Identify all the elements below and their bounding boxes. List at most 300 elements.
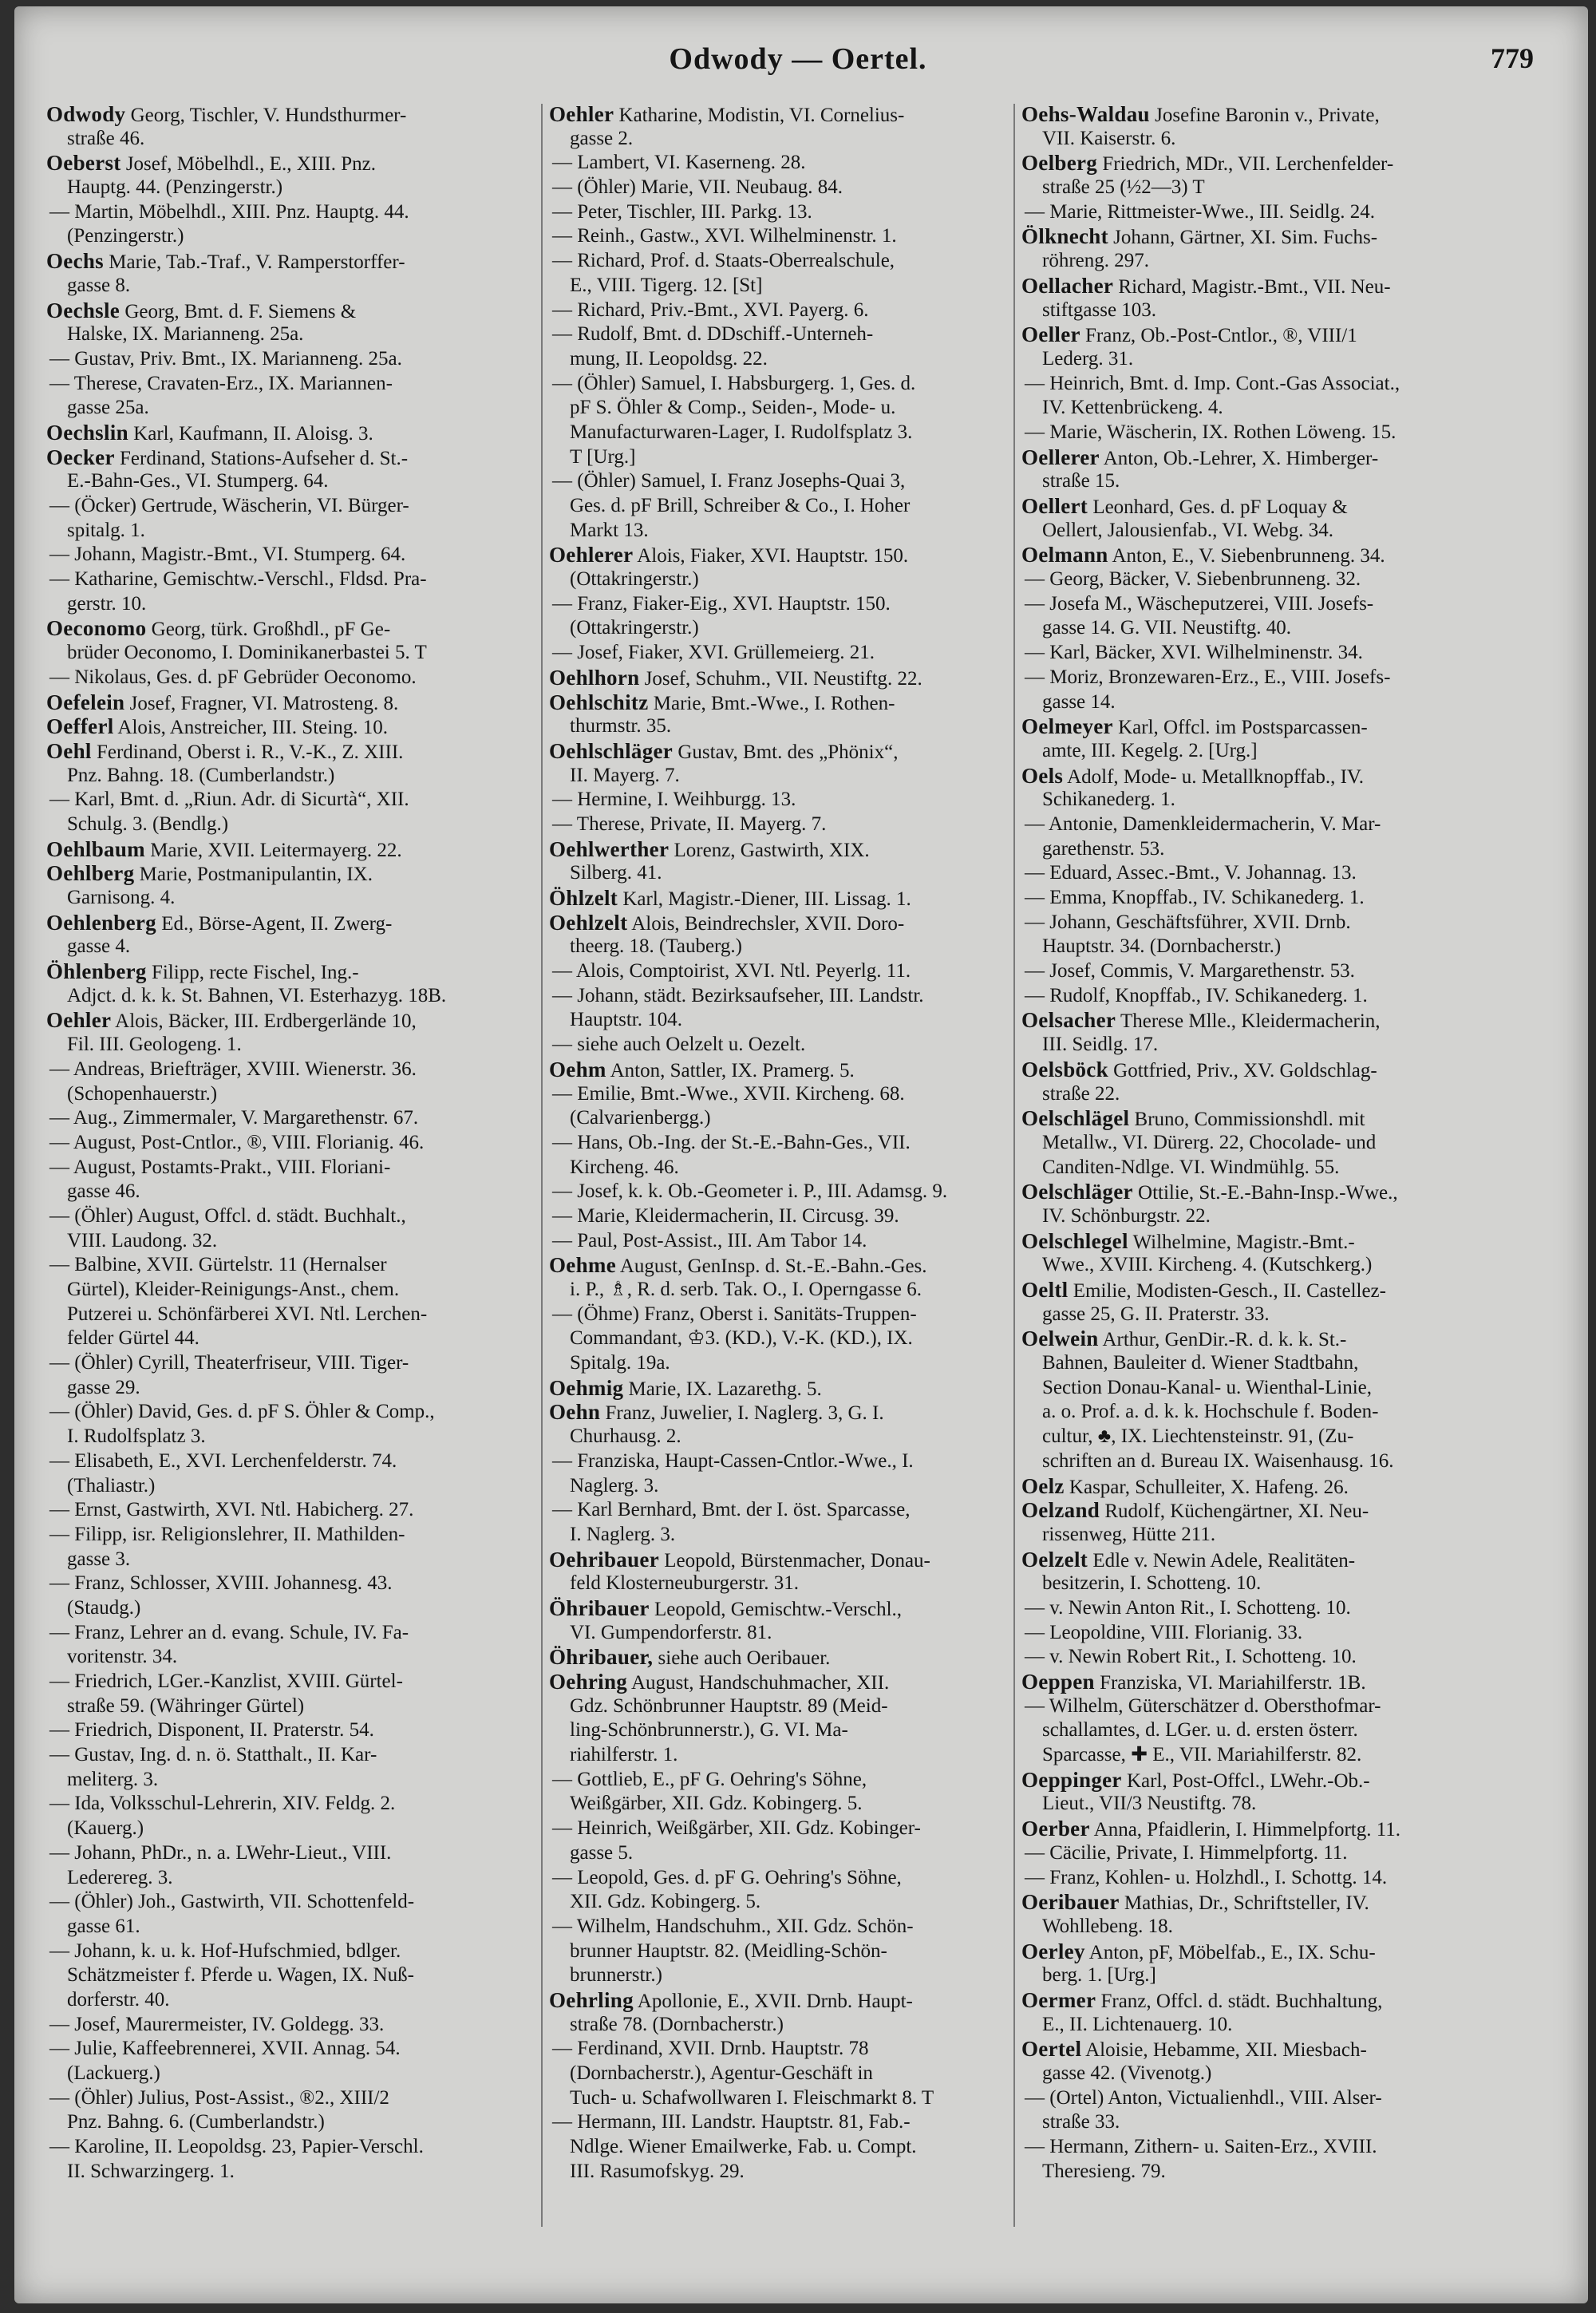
entry-line: [46, 567, 533, 592]
entry-text: Weißgärber, XII. Gdz. Kobingerg. 5.: [570, 1793, 863, 1815]
entry-headline: [549, 1253, 1036, 1278]
entry-text: VIII. Laudong. 32.: [67, 1229, 218, 1251]
entry-text: dorferstr. 40.: [67, 1988, 170, 2011]
entry-text: — Friedrich, Disponent, II. Praterstr. 54.: [49, 1719, 374, 1742]
surname: Oelsböck: [1021, 1057, 1108, 1081]
entry-text: — Richard, Priv.-Bmt., XVI. Payerg. 6.: [552, 299, 869, 321]
surname: Oelwein: [1021, 1327, 1099, 1351]
surname: Oehs-Waldau: [1021, 102, 1150, 126]
entry-text: Katharine, Modistin, VI. Cornelius-: [614, 105, 905, 126]
entry-line: [46, 886, 533, 911]
entry-headline: [549, 1645, 1036, 1670]
entry-text: Filipp, recte Fischel, Ing.-: [146, 962, 359, 984]
entry-line: [1021, 1156, 1508, 1180]
entry-text: Section Donau-Kanal- u. Wienthal-Linie,: [1042, 1376, 1372, 1398]
entry-text: Alois, Fiaker, XVI. Hauptstr. 150.: [633, 545, 909, 567]
entry-line: [46, 1033, 533, 1058]
entry-text: — siehe auch Oelzelt u. Oezelt.: [552, 1034, 806, 1056]
entry-headline: [549, 102, 1036, 127]
entry-line: [1021, 690, 1508, 715]
entry-text: gasse 25a.: [67, 397, 149, 419]
entry-text: Apollonie, E., XVII. Drnb. Haupt-: [633, 1990, 913, 2012]
entry-line: [549, 567, 1036, 592]
entry-text: — Gustav, Priv. Bmt., IX. Marianneng. 25a.: [49, 347, 402, 370]
page-header: [0, 42, 1596, 81]
entry-text: brüder Oeconomo, I. Dominikanerbastei 5. T: [67, 642, 427, 664]
entry-text: Marie, XVII. Leitermayerg. 22.: [144, 839, 402, 861]
entry-text: — (Öhler) Julius, Post-Assist., ®2., XIII/2: [49, 2086, 389, 2109]
entry-line: [1021, 2086, 1508, 2111]
entry-text: August, Handschuhmacher, XII.: [627, 1672, 890, 1694]
entry-text: — (Öhler) Marie, VII. Neubaug. 84.: [552, 176, 843, 199]
entry-line: [1021, 1204, 1508, 1229]
entry-text: Gürtel), Kleider-Reinigungs-Anst., chem.: [67, 1279, 400, 1300]
entry-line: [1021, 1963, 1508, 1988]
entry-line: [549, 1204, 1036, 1229]
entry-line: [549, 714, 1036, 739]
surname: Oelzand: [1021, 1498, 1100, 1523]
surname: Oehlerer: [549, 543, 634, 567]
entry-text: Karl, Kaufmann, II. Aloisg. 3.: [128, 422, 373, 445]
surname: Oeberst: [46, 151, 121, 176]
surname: Oecker: [46, 445, 115, 469]
entry-headline: [1021, 543, 1508, 567]
surname: Oehlwerther: [549, 836, 670, 861]
entry-line: [1021, 641, 1508, 666]
entry-headline: [1021, 1058, 1508, 1082]
entry-text: straße 59. (Währinger Gürtel): [67, 1694, 305, 1717]
entry-text: gasse 61.: [67, 1915, 140, 1937]
entry-text: mung, II. Leopoldsg. 22.: [570, 347, 768, 370]
entry-headline: [46, 690, 533, 715]
entry-text: feld Klosterneuburgerstr. 31.: [570, 1572, 799, 1595]
entry-line: [549, 421, 1036, 445]
entry-line: [1021, 1645, 1508, 1670]
entry-line: [1021, 2160, 1508, 2184]
surname: Oeribauer: [1021, 1890, 1120, 1915]
surname: Ölknecht: [1021, 224, 1108, 249]
entry-text: (Schopenhauerstr.): [67, 1082, 218, 1105]
entry-line: [46, 935, 533, 959]
entry-text: — Heinrich, Weißgärber, XII. Gdz. Kobinger-: [552, 1817, 921, 1840]
entry-text: — Marie, Wäscherin, IX. Rothen Löweng. 15.: [1025, 421, 1396, 443]
entry-line: [46, 1474, 533, 1499]
entry-text: Georg, türk. Großhdl., pF Ge-: [146, 619, 391, 641]
entry-text: I. Naglerg. 3.: [570, 1523, 676, 1545]
entry-headline: [46, 714, 533, 739]
entry-text: Ges. d. pF Brill, Schreiber & Co., I. Hoher: [570, 495, 911, 516]
entry-text: Leonhard, Ges. d. pF Loquay &: [1088, 496, 1348, 518]
entry-text: — Leopold, Ges. d. pF G. Oehring's Söhne,: [552, 1866, 902, 1888]
surname: Oelzelt: [1021, 1547, 1088, 1572]
directory-column-1: [46, 102, 533, 2184]
entry-line: [549, 2037, 1036, 2062]
surname: Oels: [1021, 763, 1064, 788]
entry-line: [549, 1449, 1036, 1474]
entry-text: — Karoline, II. Leopoldsg. 23, Papier-Verschl.: [49, 2136, 424, 2158]
entry-headline: [1021, 1670, 1508, 1694]
surname: Öhlzelt: [549, 886, 618, 910]
entry-text: — Marie, Kleidermacherin, II. Circusg. 39.: [552, 1204, 899, 1227]
entry-headline: [1021, 1278, 1508, 1303]
entry-line: [46, 1572, 533, 1596]
entry-line: [1021, 1743, 1508, 1768]
entry-line: [46, 1645, 533, 1670]
entry-line: [46, 1988, 533, 2013]
entry-text: gasse 14.: [1042, 690, 1116, 713]
entry-line: [46, 1327, 533, 1351]
entry-text: — Johann, PhDr., n. a. LWehr-Lieut., VIII.: [49, 1841, 392, 1864]
entry-text: Franz, Offcl. d. städt. Buchhaltung,: [1096, 1990, 1383, 2012]
surname: Oehlschitz: [549, 690, 649, 714]
entry-text: Ferdinand, Stations-Aufseher d. St.-: [114, 447, 409, 469]
entry-text: E.-Bahn-Ges., VI. Stumperg. 64.: [67, 470, 329, 492]
entry-text: schallamtes, d. LGer. u. d. ersten österr.: [1042, 1719, 1358, 1742]
entry-text: — Therese, Cravaten-Erz., IX. Mariannen-: [49, 372, 393, 394]
entry-line: [549, 519, 1036, 544]
surname: Oehrling: [549, 1987, 634, 2012]
entry-text: berg. 1. [Urg.]: [1042, 1964, 1156, 1987]
entry-line: [549, 1425, 1036, 1449]
entry-text: Alois, Bäcker, III. Erdbergerlände 10,: [111, 1010, 417, 1033]
entry-headline: [1021, 1890, 1508, 1915]
surname: Oellert: [1021, 494, 1088, 518]
surname: Oehmig: [549, 1375, 624, 1400]
entry-line: [549, 1156, 1036, 1180]
entry-text: Marie, IX. Lazarethg. 5.: [623, 1378, 822, 1400]
entry-headline: [46, 959, 533, 984]
entry-text: — Peter, Tischler, III. Parkg. 13.: [552, 200, 812, 223]
surname: Oelmann: [1021, 543, 1108, 567]
entry-text: — Moriz, Bronzewaren-Erz., E., VIII. Josefs-: [1025, 666, 1391, 688]
entry-text: theerg. 18. (Tauberg.): [570, 935, 743, 958]
entry-line: [549, 1768, 1036, 1793]
entry-line: [46, 2013, 533, 2038]
entry-line: [46, 2037, 533, 2062]
entry-line: [549, 1498, 1036, 1523]
entry-text: Tuch- u. Schafwollwaren I. Fleischmarkt 8. T: [570, 2086, 934, 2109]
entry-text: IV. Kettenbrückeng. 4.: [1042, 397, 1223, 419]
entry-headline: [549, 1670, 1036, 1694]
entry-line: [1021, 347, 1508, 372]
surname: Oeller: [1021, 322, 1080, 347]
entry-line: [46, 1768, 533, 1793]
entry-text: — Richard, Prof. d. Staats-Oberrealschule,: [552, 250, 895, 272]
entry-headline: [46, 102, 533, 127]
entry-headline: [1021, 1106, 1508, 1131]
entry-text: spitalg. 1.: [67, 519, 145, 541]
entry-line: [46, 1718, 533, 1743]
entry-headline: [46, 445, 533, 470]
entry-line: [549, 1866, 1036, 1891]
entry-text: Wohllebeng. 18.: [1042, 1915, 1173, 1937]
entry-text: voritenstr. 34.: [67, 1646, 178, 1668]
surname: Oelmeyer: [1021, 714, 1113, 739]
entry-text: gerstr. 10.: [67, 592, 147, 615]
entry-headline: [46, 739, 533, 764]
entry-line: [46, 1915, 533, 1939]
entry-line: [46, 666, 533, 690]
entry-text: Georg, Bmt. d. F. Siemens &: [120, 300, 357, 322]
entry-line: [549, 1033, 1036, 1058]
entry-text: — Marie, Rittmeister-Wwe., III. Seidlg. 24.: [1025, 200, 1375, 223]
entry-line: [549, 2086, 1036, 2111]
entry-line: [1021, 1253, 1508, 1278]
entry-text: Gustav, Bmt. des „Phönix“,: [673, 741, 899, 763]
entry-text: August, GenInsp. d. St.-E.-Bahn.-Ges.: [615, 1255, 927, 1278]
entry-text: — Hermann, Zithern- u. Saiten-Erz., XVIII.: [1025, 2136, 1377, 2158]
entry-line: [549, 151, 1036, 176]
entry-text: (Lackuerg.): [67, 2062, 160, 2084]
surname: Oechslin: [46, 420, 128, 445]
entry-line: [1021, 1572, 1508, 1596]
entry-text: — Friedrich, LGer.-Kanzlist, XVIII. Gürtel-: [49, 1670, 403, 1692]
entry-text: — v. Newin Anton Rit., I. Schotteng. 10.: [1025, 1596, 1351, 1619]
entry-text: — Emilie, Bmt.-Wwe., XVII. Kircheng. 68.: [552, 1082, 905, 1105]
entry-line: [46, 1156, 533, 1180]
entry-text: felder Gürtel 44.: [67, 1327, 200, 1350]
entry-text: — (Öhler) Joh., Gastwirth, VII. Schottenfeld-: [49, 1891, 415, 1913]
entry-headline: [1021, 494, 1508, 519]
entry-text: — Wilhelm, Handschuhm., XII. Gdz. Schön-: [552, 1915, 914, 1937]
entry-text: Arthur, GenDir.-R. d. k. k. St.-: [1098, 1329, 1347, 1351]
entry-text: Pnz. Bahng. 18. (Cumberlandstr.): [67, 764, 335, 786]
entry-text: Adjct. d. k. k. St. Bahnen, VI. Esterhazyg. 18B.: [67, 984, 447, 1006]
entry-line: [1021, 1082, 1508, 1107]
entry-line: [46, 1890, 533, 1915]
entry-text: Marie, Bmt.-Wwe., I. Rothen-: [648, 692, 895, 714]
entry-line: [549, 1278, 1036, 1303]
entry-line: [46, 176, 533, 200]
entry-line: [1021, 1841, 1508, 1866]
entry-line: [549, 935, 1036, 959]
entry-text: Marie, Postmanipulantin, IX.: [134, 864, 373, 886]
entry-line: [1021, 739, 1508, 764]
entry-line: [549, 396, 1036, 421]
entry-headline: [549, 911, 1036, 935]
running-title: Odwody — Oertel.: [669, 42, 927, 76]
surname: Oelsacher: [1021, 1008, 1116, 1033]
entry-text: — Johann, Magistr.-Bmt., VI. Stumperg. 64.: [49, 544, 406, 566]
entry-text: — Eduard, Assec.-Bmt., V. Johannag. 13.: [1025, 862, 1357, 884]
entry-headline: [46, 861, 533, 886]
entry-text: Rudolf, Küchengärtner, XI. Neu-: [1100, 1500, 1369, 1523]
entry-line: [549, 1718, 1036, 1743]
surname: Oerley: [1021, 1939, 1085, 1963]
entry-line: [1021, 127, 1508, 152]
entry-line: [1021, 861, 1508, 886]
entry-text: i. P., ♗, R. d. serb. Tak. O., I. Operngasse 6.: [570, 1279, 922, 1300]
entry-line: [549, 372, 1036, 397]
entry-line: [1021, 935, 1508, 959]
entry-headline: [1021, 1548, 1508, 1572]
entry-text: Franz, Ob.-Post-Cntlor., ®, VIII/1: [1080, 325, 1357, 347]
entry-line: [46, 2086, 533, 2111]
entry-line: [1021, 1694, 1508, 1719]
entry-headline: [46, 299, 533, 323]
entry-text: Kircheng. 46.: [570, 1156, 679, 1178]
entry-line: [549, 1351, 1036, 1376]
surname: Oehler: [549, 102, 614, 126]
entry-text: meliterg. 3.: [67, 1768, 159, 1790]
surname: Oellerer: [1021, 445, 1100, 469]
entry-line: [1021, 1621, 1508, 1646]
entry-text: — August, Post-Cntlor., ®, VIII. Florianig. 46.: [49, 1131, 425, 1153]
entry-line: [46, 1498, 533, 1523]
entry-text: (Thaliastr.): [67, 1474, 156, 1497]
entry-line: [1021, 1866, 1508, 1891]
surname: Oehlzelt: [549, 910, 628, 935]
entry-line: [46, 1400, 533, 1425]
entry-headline: [549, 666, 1036, 690]
entry-text: Lederereg. 3.: [67, 1866, 173, 1888]
entry-line: [1021, 249, 1508, 274]
entry-line: [46, 1376, 533, 1401]
entry-line: [46, 984, 533, 1009]
entry-text: Wilhelmine, Magistr.-Bmt.-: [1128, 1231, 1355, 1253]
entry-text: — Johann, städt. Bezirksaufseher, III. Landstr.: [552, 984, 924, 1006]
entry-text: — Nikolaus, Ges. d. pF Gebrüder Oeconomo.: [49, 666, 417, 688]
entry-line: [549, 1963, 1036, 1988]
surname: Oehme: [549, 1253, 616, 1278]
entry-line: [549, 788, 1036, 813]
surname: Oehlbaum: [46, 836, 145, 861]
entry-text: Josef, Möbelhdl., E., XIII. Pnz.: [120, 153, 376, 176]
entry-text: Emilie, Modisten-Gesch., II. Castellez-: [1068, 1280, 1386, 1302]
entry-line: [549, 176, 1036, 200]
surname: Oehlberg: [46, 861, 135, 886]
entry-line: [46, 2135, 533, 2160]
entry-line: [46, 224, 533, 249]
surname: Oermer: [1021, 1987, 1096, 2012]
entry-text: Alois, Beindrechsler, XVII. Doro-: [627, 912, 905, 935]
entry-text: Ndlge. Wiener Emailwerke, Fab. u. Compt.: [570, 2136, 917, 2158]
entry-line: [549, 224, 1036, 249]
entry-headline: [549, 1596, 1036, 1621]
entry-text: II. Schwarzingerg. 1.: [67, 2160, 235, 2182]
entry-text: Fil. III. Geologeng. 1.: [67, 1034, 242, 1056]
entry-text: Franz, Juwelier, I. Naglerg. 3, G. I.: [600, 1402, 884, 1425]
surname: Oelschläger: [1021, 1180, 1133, 1204]
entry-text: Putzerei u. Schönfärberei XVI. Ntl. Lerchen-: [67, 1303, 428, 1325]
entry-headline: [1021, 274, 1508, 299]
entry-text: gasse 2.: [570, 127, 634, 149]
directory-column-2: [549, 102, 1036, 2184]
entry-headline: [1021, 224, 1508, 249]
entry-line: [46, 1180, 533, 1204]
entry-text: — Lambert, VI. Kaserneng. 28.: [552, 152, 806, 174]
entry-line: [549, 1327, 1036, 1351]
entry-text: schriften an d. Bureau IX. Waisenhausg. 16.: [1042, 1449, 1394, 1472]
entry-text: — Julie, Kaffeebrennerei, XVII. Annag. 54.: [49, 2038, 401, 2060]
entry-line: [46, 764, 533, 789]
entry-line: [549, 445, 1036, 470]
entry-text: — Andreas, Briefträger, XVIII. Wienerstr. 36.: [49, 1058, 417, 1080]
entry-line: [549, 616, 1036, 641]
surname: Oehm: [549, 1057, 606, 1081]
entry-text: Anton, Ob.-Lehrer, X. Himberger-: [1099, 447, 1379, 469]
entry-line: [549, 1303, 1036, 1327]
entry-text: — Josefa M., Wäscheputzerei, VIII. Josefs-: [1025, 592, 1374, 615]
entry-text: — Katharine, Gemischtw.-Verschl., Fldsd. Pra-: [49, 568, 427, 591]
entry-line: [46, 1596, 533, 1621]
entry-line: [46, 592, 533, 617]
entry-text: — Elisabeth, E., XVI. Lerchenfelderstr. 74.: [49, 1449, 397, 1472]
entry-text: — Josef, Fiaker, XVI. Grüllemeierg. 21.: [552, 642, 875, 664]
entry-line: [46, 2160, 533, 2184]
entry-text: E., VIII. Tigerg. 12. [St]: [570, 274, 763, 296]
surname: Oelberg: [1021, 151, 1098, 176]
entry-line: [549, 322, 1036, 347]
entry-line: [1021, 592, 1508, 617]
entry-text: straße 46.: [67, 127, 145, 149]
entry-line: [46, 1082, 533, 1107]
entry-line: [549, 1572, 1036, 1596]
entry-headline: [1021, 102, 1508, 127]
entry-line: [46, 641, 533, 666]
entry-text: — (Ortel) Anton, Victualienhdl., VIII. Alser-: [1025, 2086, 1382, 2109]
entry-text: Lorenz, Gastwirth, XIX.: [669, 839, 870, 861]
entry-text: — Alois, Comptoirist, XVI. Ntl. Peyerlg. 11.: [552, 960, 911, 983]
surname: Oelschlegel: [1021, 1228, 1128, 1253]
entry-text: — (Öhler) Cyrill, Theaterfriseur, VIII. Tiger-: [49, 1352, 409, 1374]
entry-line: [46, 1792, 533, 1817]
directory-column-3: [1021, 102, 1508, 2184]
entry-text: brunner Hauptstr. 82. (Meidling-Schön-: [570, 1939, 887, 1962]
entry-headline: [549, 739, 1036, 764]
page-number: 779: [1491, 42, 1534, 74]
entry-text: besitzerin, I. Schotteng. 10.: [1042, 1572, 1262, 1595]
entry-line: [549, 1008, 1036, 1033]
entry-line: [46, 1449, 533, 1474]
entry-text: ling-Schönbrunnerstr.), G. VI. Ma-: [570, 1719, 848, 1742]
entry-text: — Antonie, Damenkleidermacherin, V. Mar-: [1025, 813, 1381, 835]
entry-text: T [Urg.]: [570, 445, 636, 468]
entry-text: amte, III. Kegelg. 2. [Urg.]: [1042, 739, 1258, 761]
entry-headline: [1021, 1229, 1508, 1254]
entry-text: — Franz, Schlosser, XVIII. Johannesg. 43.: [49, 1572, 393, 1595]
entry-text: — Karl, Bäcker, XVI. Wilhelminenstr. 34.: [1025, 642, 1363, 664]
entry-text: Aloisie, Hebamme, XII. Miesbach-: [1081, 2039, 1367, 2062]
entry-line: [46, 347, 533, 372]
entry-text: thurmstr. 35.: [570, 715, 672, 737]
entry-text: pF S. Öhler & Comp., Seiden-, Mode- u.: [570, 397, 896, 419]
entry-text: gasse 29.: [67, 1376, 140, 1398]
entry-line: [46, 322, 533, 347]
entry-line: [46, 1278, 533, 1303]
entry-line: [1021, 886, 1508, 911]
entry-text: — Emma, Knopffab., IV. Schikanederg. 1.: [1025, 887, 1365, 908]
entry-text: Halske, IX. Marianneng. 25a.: [67, 323, 304, 346]
entry-line: [1021, 2110, 1508, 2135]
entry-headline: [1021, 1008, 1508, 1033]
entry-text: — (Öhler) August, Offcl. d. städt. Buchhalt.,: [49, 1204, 406, 1227]
entry-line: [1021, 1523, 1508, 1548]
entry-line: [1021, 1303, 1508, 1327]
entry-text: — Johann, Geschäftsführer, XVII. Drnb.: [1025, 911, 1351, 933]
entry-line: [549, 347, 1036, 372]
entry-text: Silberg. 41.: [570, 862, 662, 884]
entry-text: — (Öhme) Franz, Oberst i. Sanitäts-Truppen-: [552, 1303, 917, 1325]
entry-text: Churhausg. 2.: [570, 1425, 681, 1448]
entry-line: [1021, 1131, 1508, 1156]
entry-text: Metallw., VI. Dürerg. 22, Chocolade- und: [1042, 1131, 1377, 1153]
entry-line: [549, 1180, 1036, 1204]
entry-text: Friedrich, MDr., VII. Lerchenfelder-: [1097, 153, 1394, 176]
entry-line: [1021, 2135, 1508, 2160]
surname: Oehl: [46, 738, 92, 763]
entry-line: [549, 1792, 1036, 1817]
